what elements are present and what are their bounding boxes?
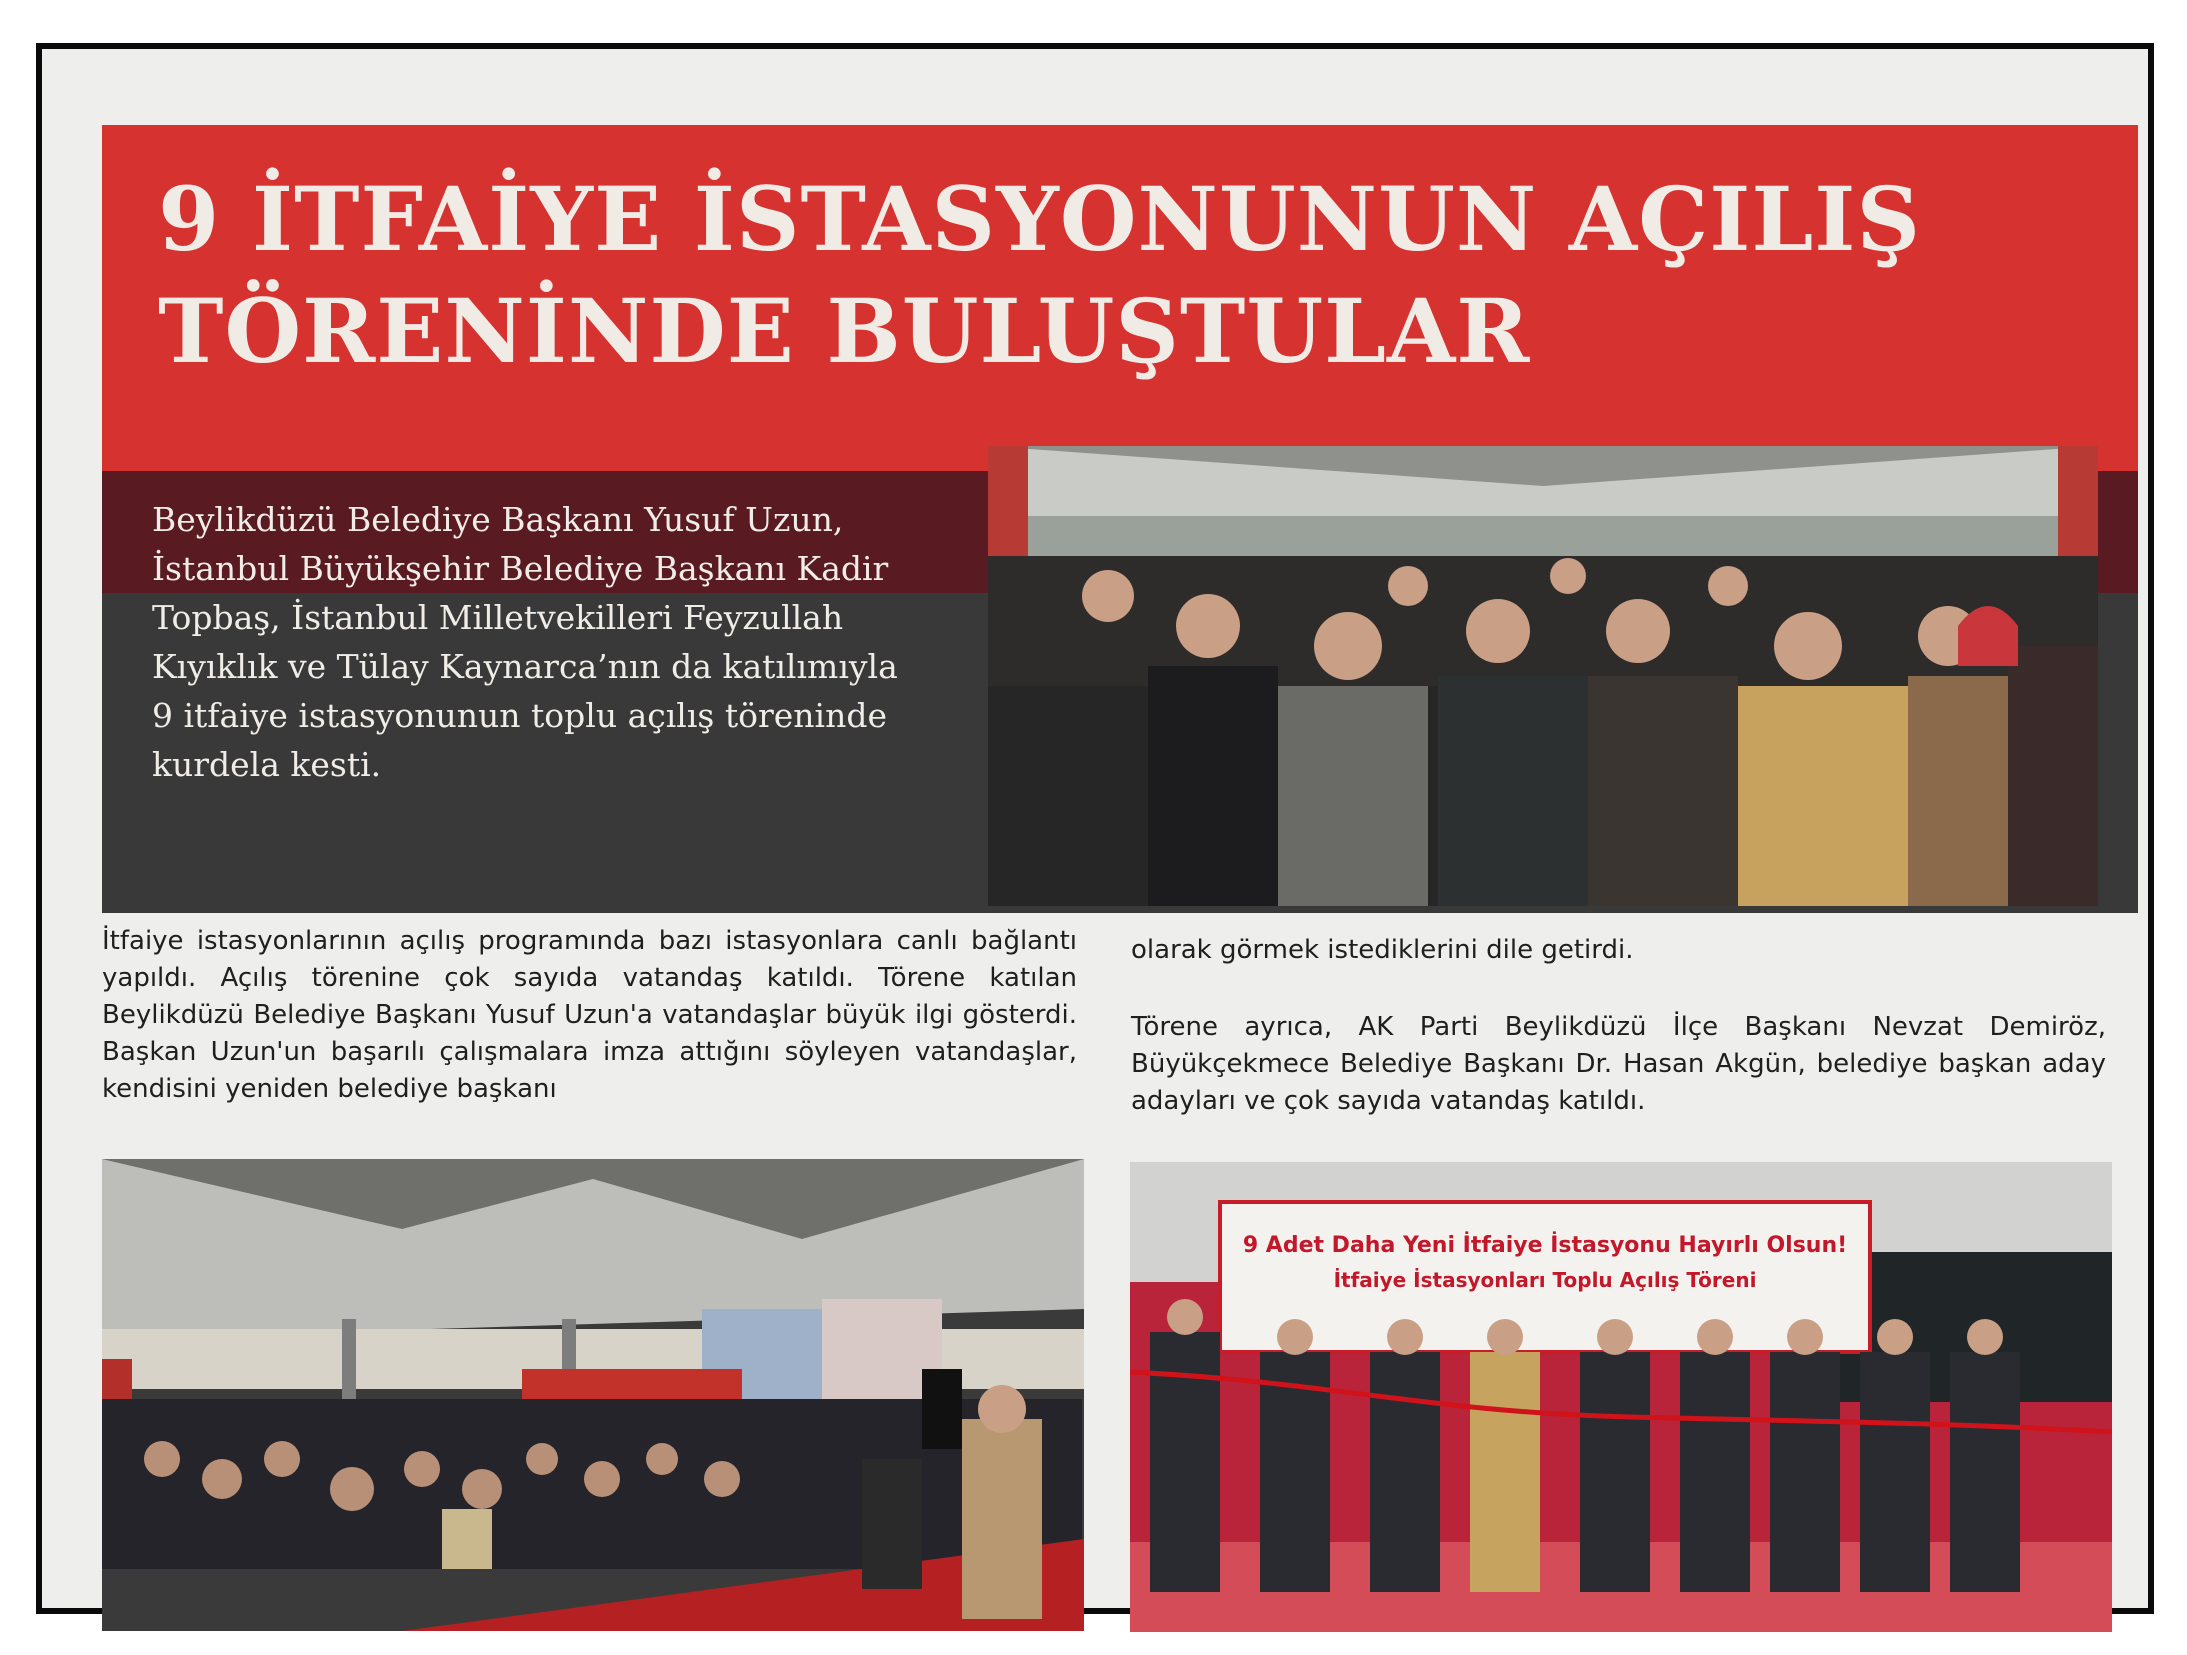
headline-line-2: TÖRENİNDE BULUŞTULAR xyxy=(158,279,1531,383)
body-column-right xyxy=(1131,932,2106,1120)
clipping-frame xyxy=(36,43,2154,1614)
body-right-paragraph-2: Törene ayrıca, AK Parti Beylikdüzü İlçe Başkanı Nevzat Demiröz, Büyükçekmece Belediye Başkanı Dr. Hasan Akgün, belediye başkan aday adayları ve çok sayıda vatandaş katıldı. xyxy=(1131,1012,2106,1116)
photo-speech-crowd xyxy=(102,1159,1084,1631)
photo-seated-guests xyxy=(988,446,2098,906)
photo-ribbon-cutting xyxy=(1130,1162,2112,1632)
banner-line-2: İtfaiye İstasyonları Toplu Açılış Töreni xyxy=(1333,1268,1757,1292)
headline-line-1: 9 İTFAİYE İSTASYONUNUN AÇILIŞ xyxy=(158,167,1922,271)
newspaper-page xyxy=(102,89,2106,1568)
lead-paragraph: Beylikdüzü Belediye Başkanı Yusuf Uzun, İstanbul Büyükşehir Belediye Başkanı Kadir Topbaş, İstanbul Milletvekilleri Feyzullah Kıyıklık ve Tülay Kaynarca’nın da katılımıyla 9 itfaiye istasyonunun toplu açılış töreninde kurdela kesti. xyxy=(152,500,898,784)
body-right-paragraph-1: olarak görmek istediklerini dile getirdi. xyxy=(1131,935,1634,965)
banner-line-1: 9 Adet Daha Yeni İtfaiye İstasyonu Hayırlı Olsun! xyxy=(1242,1233,1848,1258)
body-column-left: İtfaiye istasyonlarının açılış programında bazı istasyonlara canlı bağlantı yapıldı. Açılış törenine çok sayıda vatandaş katıldı. Törene katılan Beylikdüzü Belediye Başkanı Yusuf Uzun'a vatandaşlar büyük ilgi gösterdi. Başkan Uzun'un başarılı çalışmalara imza attığını söyleyen vatandaşlar, kendisini yeniden belediye başkanı xyxy=(102,926,1077,1104)
headline xyxy=(158,163,2118,387)
